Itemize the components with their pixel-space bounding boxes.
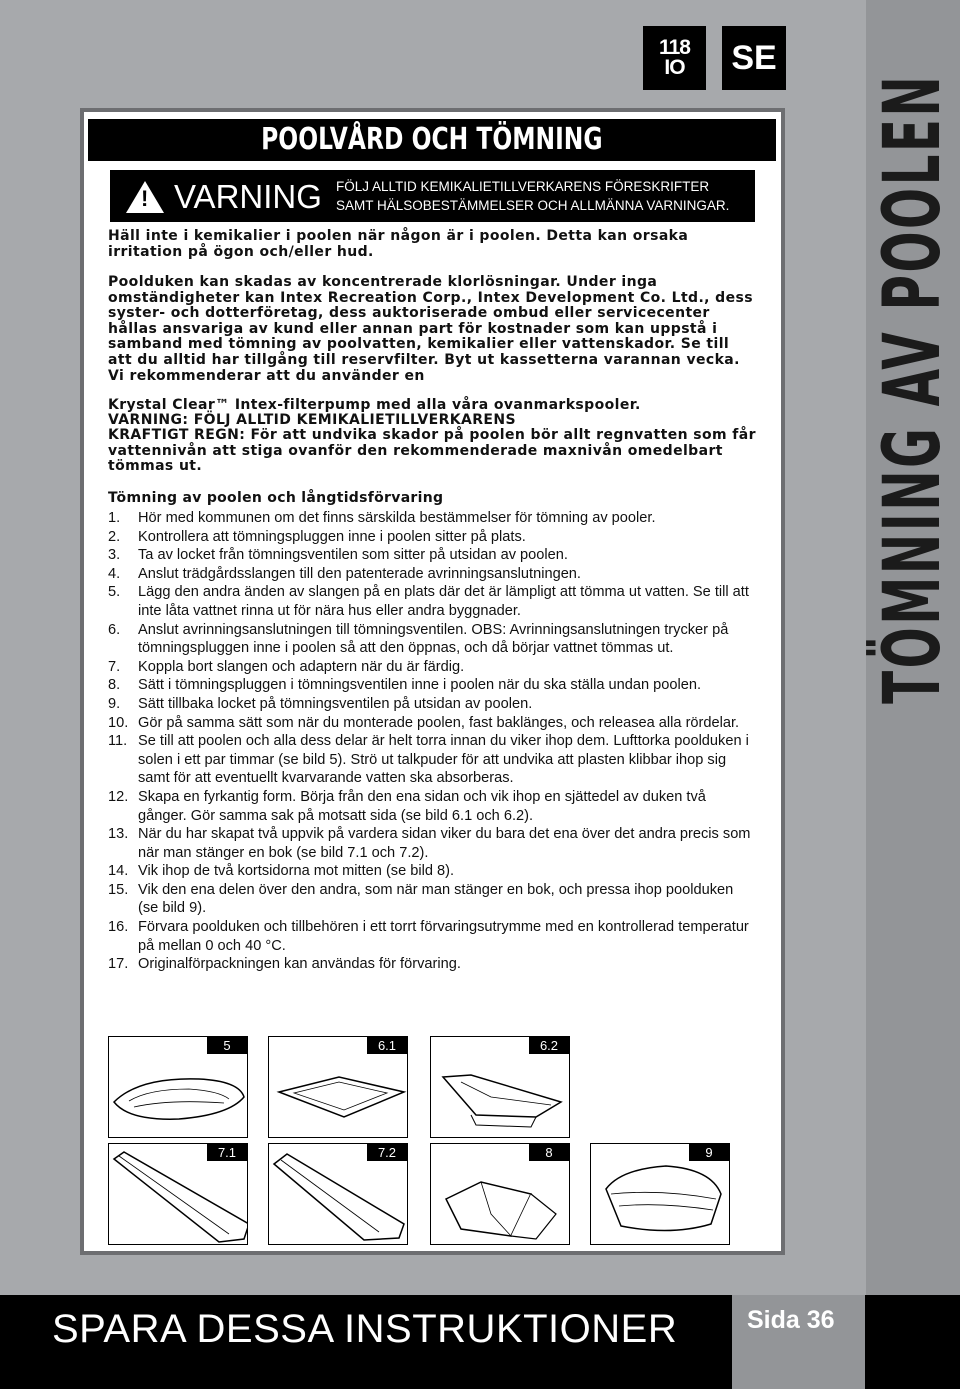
figure-7-1: 7.1 bbox=[108, 1143, 248, 1245]
figure-6-2: 6.2 bbox=[430, 1036, 570, 1138]
step-number: 13. bbox=[108, 826, 129, 843]
step-item bbox=[108, 788, 756, 825]
step-number: 11. bbox=[108, 733, 128, 750]
step-item bbox=[108, 714, 756, 733]
warning-text: FÖLJ ALLTID KEMIKALIETILLVERKARENS FÖRESKRIFTER SAMT HÄLSOBESTÄMMELSER OCH ALLMÄNNA VARNINGAR. bbox=[336, 179, 730, 213]
step-text: Hör med kommunen om det finns särskilda bestämmelser för tömning av pooler. bbox=[138, 510, 656, 526]
warning-triangle-icon bbox=[126, 181, 164, 213]
step-text: Kontrollera att tömningspluggen inne i poolen sitter på plats. bbox=[138, 528, 526, 545]
step-item bbox=[108, 621, 756, 658]
section-side-title: TÖMNING AV POOLEN bbox=[868, 73, 958, 704]
step-text: Förvara poolduken och tillbehören i ett torrt förvaringsutrymme med en kontrollerad temperatur på mellan 0 och 40 °C. bbox=[138, 919, 749, 954]
step-text: Se till att poolen och alla dess delar är helt torra innan du viker ihop dem. Lufttorka poolduken i solen i ett par timmar (se bild 5). Strö ut talkpuder för att undvika att plasten klibbar ihop sig samt för att eventuellt kvarvarande vatten ska absorberas. bbox=[138, 733, 749, 787]
step-number: 2. bbox=[108, 528, 121, 545]
step-number: 12. bbox=[108, 788, 129, 805]
figure-8: 8 bbox=[430, 1143, 570, 1245]
language-badge: SE bbox=[722, 26, 786, 90]
paragraph-filter-pump: Krystal Clear™ Intex-filterpump med alla våra ovanmarkspooler. bbox=[108, 397, 641, 413]
step-text: Vik den ena delen över den andra, som när man stänger en bok, och pressa ihop poolduken (se bild 9). bbox=[138, 881, 734, 917]
page-number: Sida 36 bbox=[747, 1306, 835, 1334]
model-badge: 118 IO bbox=[643, 26, 706, 90]
step-number: 6. bbox=[108, 621, 121, 638]
step-item bbox=[108, 862, 756, 881]
step-item bbox=[108, 546, 756, 565]
step-text: Ta av locket från tömningsventilen som sitter på utsidan av poolen. bbox=[138, 547, 568, 564]
step-number: 5. bbox=[108, 584, 121, 601]
figure-6-1: 6.1 bbox=[268, 1036, 408, 1138]
step-text: Anslut trädgårdsslangen till den patenterade avrinningsanslutningen. bbox=[138, 565, 581, 582]
warning-word: VARNING bbox=[174, 178, 322, 215]
step-text: Lägg den andra änden av slangen på en plats där det är lämpligt att tömma ut vatten. Se till att inte låta vattnet rinna ut för nära hus eller andra byggnader. bbox=[138, 584, 749, 619]
paragraph-liability: Poolduken kan skadas av koncentrerade klorlösningar. Under inga omständigheter kan Intex Recreation Corp., Intex Development Co. Ltd., dess syster- och dotterföretag, dess auktoriserade ombud eller servicecenter hållas ansvariga av kund eller annan part för kostnader som kan uppstå i samband med tömning av poolvatten, kemikalier eller vattenskador. Se till att du alltid har tillgång till reservfilter. Byt ut kassetterna varannan vecka. Vi rekommenderar att du använder en bbox=[108, 274, 753, 384]
step-item bbox=[108, 695, 756, 714]
figure-9: 9 bbox=[590, 1143, 730, 1245]
steps-list bbox=[108, 509, 756, 974]
step-text: När du har skapat två uppvik på vardera sidan viker du bara det ena över det andra precis som när man stänger en bok (se bild 7.1 och 7.2). bbox=[138, 826, 751, 861]
step-text: Sätt i tömningspluggen i tömningsventilen inne i poolen när du ska ställa undan poolen. bbox=[138, 677, 702, 694]
step-text: Originalförpackningen kan användas för förvaring. bbox=[138, 956, 461, 973]
figure-7-2: 7.2 bbox=[268, 1143, 408, 1245]
step-number: 17. bbox=[108, 956, 129, 973]
step-item bbox=[108, 509, 756, 528]
step-item bbox=[108, 583, 756, 620]
step-number: 1. bbox=[108, 510, 121, 526]
step-item bbox=[108, 955, 756, 974]
step-item bbox=[108, 658, 756, 677]
step-item bbox=[108, 732, 756, 788]
step-number: 15. bbox=[108, 881, 129, 898]
step-number: 7. bbox=[108, 658, 121, 675]
step-number: 14. bbox=[108, 863, 129, 880]
step-number: 8. bbox=[108, 677, 121, 694]
step-item bbox=[108, 528, 756, 547]
page-title: POOLVÅRD OCH TÖMNING bbox=[88, 119, 776, 161]
step-text: Gör på samma sätt som när du monterade poolen, fast baklänges, och releasea alla rördelar. bbox=[138, 714, 740, 731]
step-number: 3. bbox=[108, 547, 121, 564]
warning-banner bbox=[110, 170, 755, 222]
footer-save-instructions: SPARA DESSA INSTRUKTIONER bbox=[52, 1307, 678, 1351]
step-item bbox=[108, 825, 756, 862]
step-item bbox=[108, 881, 756, 918]
step-text: Sätt tillbaka locket på tömningsventilen på utsidan av poolen. bbox=[138, 695, 533, 712]
paragraph-warning: VARNING: FÖLJ ALLTID KEMIKALIETILLVERKARENS bbox=[108, 412, 516, 428]
figure-5: 5 bbox=[108, 1036, 248, 1138]
paragraph-heavy-rain: KRAFTIGT REGN: För att undvika skador på poolen bör allt regnvatten som får vattennivån att stiga ovanför den rekommenderade maxnivån omedelbart tömmas ut. bbox=[108, 427, 756, 475]
steps-heading: Tömning av poolen och långtidsförvaring bbox=[108, 490, 444, 506]
step-text: Anslut avrinningsanslutningen till tömningsventilen. OBS: Avrinningsanslutningen trycker på tömningspluggen inne i poolen så att den öppnas, och då börjar vattnet tömmas ut. bbox=[138, 621, 729, 657]
step-number: 16. bbox=[108, 919, 129, 936]
step-text: Koppla bort slangen och adaptern när du är färdig. bbox=[138, 658, 465, 675]
step-item bbox=[108, 918, 756, 955]
step-number: 9. bbox=[108, 695, 121, 712]
step-text: Skapa en fyrkantig form. Börja från den ena sidan och vik ihop en sjättedel av duken två gånger. Gör samma sak på motsatt sida (se bild 6.1 och 6.2). bbox=[138, 788, 706, 824]
paragraph-chemicals: Häll inte i kemikalier i poolen när någon är i poolen. Detta kan orsaka irritation på ögon och/eller hud. bbox=[108, 228, 689, 260]
step-text: Vik ihop de två kortsidorna mot mitten (se bild 8). bbox=[138, 863, 455, 880]
step-item bbox=[108, 676, 756, 695]
step-item bbox=[108, 565, 756, 584]
step-number: 4. bbox=[108, 565, 121, 582]
step-number: 10. bbox=[108, 714, 129, 731]
